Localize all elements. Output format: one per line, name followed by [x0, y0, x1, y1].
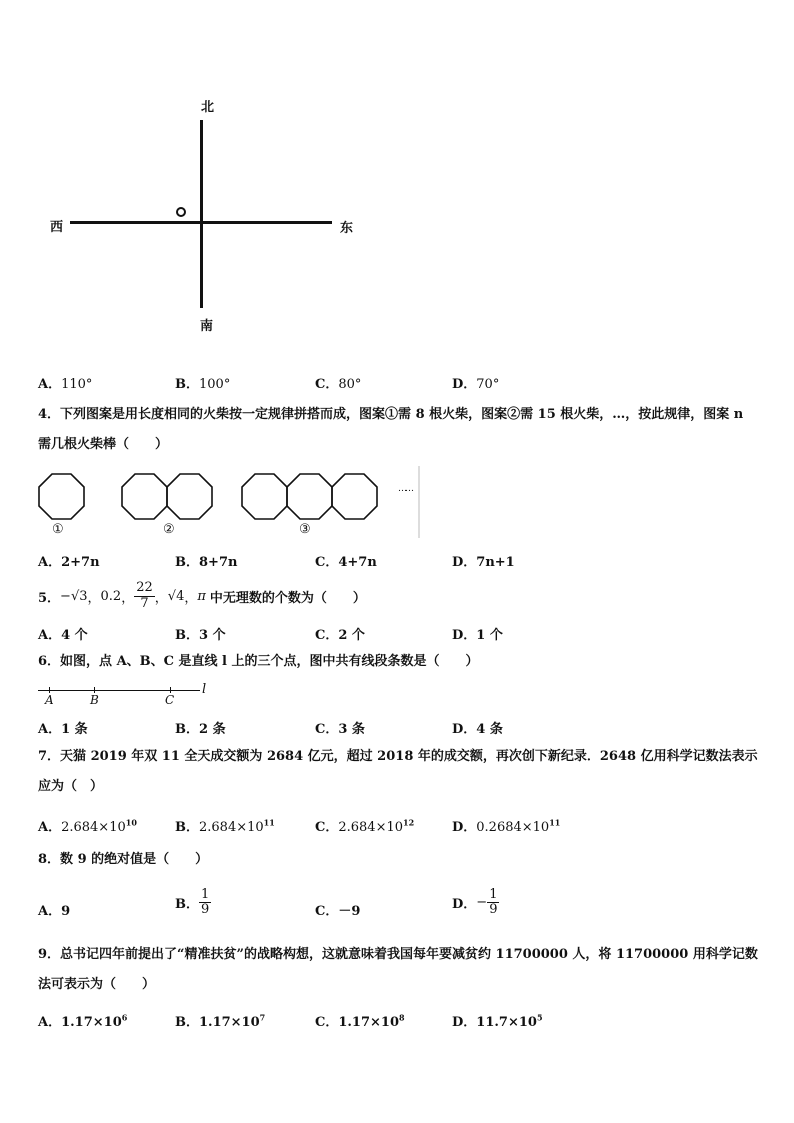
octagon-shape — [39, 474, 84, 519]
point-a-label: A — [45, 693, 54, 707]
q4-question: 4．下列图案是用长度相同的火柴按一定规律拼搭而成，图案①需 8 根火柴，图案②需 15 根火柴，…，按此规律，图案 n 需几根火柴棒（ ） — [38, 407, 744, 452]
octagon-shape — [242, 474, 287, 519]
q5-item-decimal: 0.2 — [100, 588, 122, 604]
q5-number: 5． — [38, 590, 61, 606]
q4-option-d[interactable]: D．7n+1 — [452, 555, 515, 570]
north-south-axis — [200, 120, 203, 308]
octagon-shape — [332, 474, 377, 519]
west-label: 西 — [50, 220, 64, 235]
point-c-label: C — [165, 693, 175, 707]
q7-options — [38, 816, 758, 838]
line-l-label: l — [202, 682, 207, 697]
q5-question: 5． −√3 ， 0.2 ， $\frac{22}{7}$ ， √4 ， π 中无理数的个数为（ ） — [38, 580, 366, 611]
octagon-shape — [122, 474, 167, 519]
q9-option-c[interactable]: C．$1.17\times 10^8$ — [315, 1012, 405, 1030]
q8-option-d[interactable]: D． − $\frac{1}{9}$ — [452, 887, 498, 918]
line-l — [38, 690, 200, 691]
east-label: 东 — [340, 221, 354, 236]
pattern-ellipsis: …… — [398, 484, 412, 494]
q6-line-figure — [38, 683, 218, 709]
origin-circle-icon — [176, 207, 186, 217]
q5-suffix: 中无理数的个数为（ ） — [209, 590, 366, 606]
q5-option-b[interactable]: B．3 个 — [175, 628, 226, 643]
q4-pattern-figure — [36, 466, 420, 540]
q5-option-d[interactable]: D．1 个 — [452, 628, 503, 643]
q3-option-d[interactable]: D．70° — [452, 377, 500, 392]
pattern-label-3: ③ — [299, 522, 311, 537]
q5-item-fraction: $\frac{22}{7}$ — [136, 580, 153, 611]
q8-options — [38, 888, 758, 928]
q5-item-sqrt4: √4 — [167, 588, 185, 604]
q9-option-d[interactable]: D．$11.7\times 10^5$ — [452, 1012, 543, 1030]
q5-option-a[interactable]: A．4 个 — [38, 628, 88, 643]
q9-option-a[interactable]: A．$1.17\times 10^6$ — [38, 1012, 128, 1030]
q4-option-c[interactable]: C．4+7n — [315, 555, 377, 570]
octagon-patterns — [36, 466, 420, 540]
q6-option-b[interactable]: B．2 条 — [175, 722, 226, 737]
q4-option-b[interactable]: B．8+7n — [175, 555, 238, 570]
q6-option-c[interactable]: C．3 条 — [315, 722, 365, 737]
q7-option-c[interactable]: C．$2.684\times 10^{12}$ — [315, 817, 415, 835]
q8-option-a[interactable]: A．9 — [38, 904, 71, 919]
q7-option-a[interactable]: A．$2.684\times 10^{10}$ — [38, 817, 137, 835]
q8-option-c[interactable]: C．－9 — [315, 904, 361, 919]
q7-question: 7．天猫 2019 年双 11 全天成交额为 2684 亿元，超过 2018 年的成交额，再次创下新纪录．2648 亿用科学记数法表示应为（ ） — [38, 749, 758, 794]
q9-question: 9．总书记四年前提出了“精准扶贫”的战略构想，这就意味着我国每年要减贫约 11700000 人，将 11700000 用科学记数法可表示为（ ） — [38, 947, 758, 992]
pattern-label-2: ② — [163, 522, 175, 537]
east-west-axis — [70, 221, 332, 224]
q5-option-c[interactable]: C．2 个 — [315, 628, 365, 643]
q7-option-d[interactable]: D．$0.2684\times 10^{11}$ — [452, 817, 561, 835]
octagon-shape — [287, 474, 332, 519]
q3-option-b[interactable]: B．100° — [175, 377, 231, 392]
q6-option-a[interactable]: A．1 条 — [38, 722, 88, 737]
q8-question: 8．数 9 的绝对值是（ ） — [38, 852, 209, 867]
q6-options — [38, 718, 758, 740]
q5-options — [38, 624, 758, 646]
q8-option-b[interactable]: B． $\frac{1}{9}$ — [175, 887, 210, 918]
q4-option-a[interactable]: A．2+7n — [38, 555, 100, 570]
q9-option-b[interactable]: B．$1.17\times 10^7$ — [175, 1012, 266, 1030]
q4-options — [38, 551, 758, 573]
q9-options — [38, 1011, 758, 1033]
q5-item-pi: π — [197, 588, 206, 604]
south-label: 南 — [200, 319, 214, 334]
q3-option-c[interactable]: C．80° — [315, 377, 362, 392]
q6-question: 6．如图，点 A、B、C 是直线 l 上的三个点，图中共有线段条数是（ ） — [38, 654, 479, 669]
q5-item-neg-sqrt3: −√3 — [60, 588, 88, 604]
point-b-label: B — [90, 693, 99, 707]
q3-option-a[interactable]: A．110° — [38, 377, 93, 392]
octagon-shape — [167, 474, 212, 519]
pattern-label-1: ① — [52, 522, 64, 537]
q6-option-d[interactable]: D．4 条 — [452, 722, 503, 737]
north-label: 北 — [201, 100, 215, 115]
q3-options — [38, 373, 758, 395]
q7-option-b[interactable]: B．$2.684\times 10^{11}$ — [175, 817, 275, 835]
